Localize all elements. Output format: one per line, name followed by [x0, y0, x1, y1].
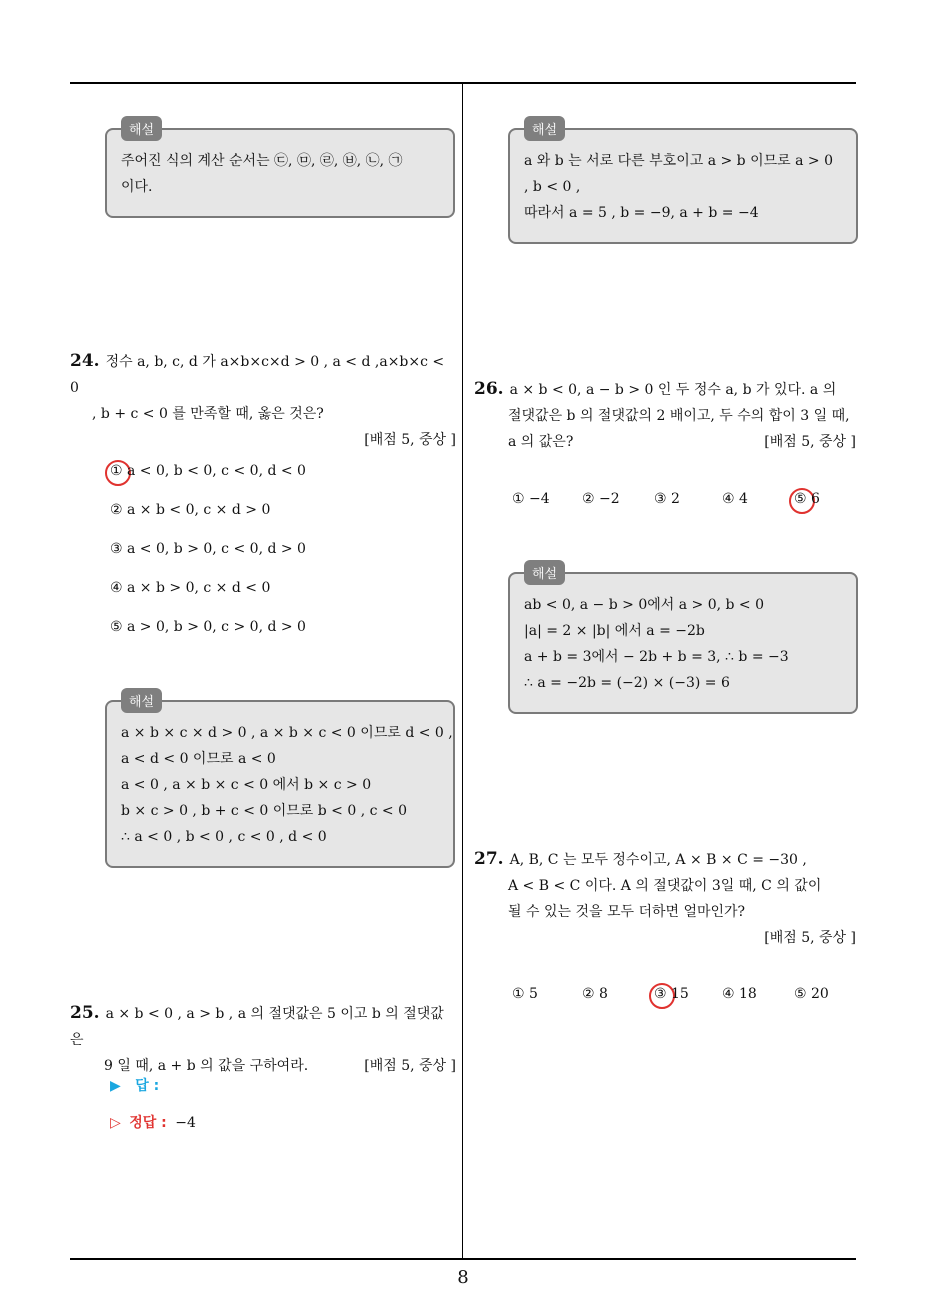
correct-label: 정답 :	[129, 1115, 167, 1131]
answer-arrow-icon: ▶	[110, 1078, 121, 1094]
page-number: 8	[457, 1267, 469, 1288]
choice-3[interactable]: ③ 15	[654, 986, 689, 1002]
score-label: [배점 5, 중상 ]	[764, 434, 856, 450]
question-text: 절댓값은 b 의 절댓값의 2 배이고, 두 수의 합이 3 일 때,	[508, 408, 850, 424]
explanation-line: ab < 0, a − b > 0에서 a > 0, b < 0	[524, 597, 765, 613]
explanation-tab: 해설	[524, 560, 565, 585]
explanation-box	[508, 567, 858, 714]
center-divider	[462, 82, 463, 1260]
explanation-box	[105, 695, 455, 868]
explanation-line: a < d < 0 이므로 a < 0	[121, 751, 276, 767]
choice-1[interactable]: ① −4	[512, 491, 550, 507]
explanation-box	[508, 123, 858, 244]
explanation-line: a × b × c × d > 0 , a × b × c < 0 이므로 d < 0 ,	[121, 725, 453, 741]
question-text: A < B < C 이다. A 의 절댓값이 3일 때, C 의 값이	[508, 878, 822, 894]
explanation-box	[105, 123, 455, 218]
choice-4[interactable]: ④ 18	[722, 986, 757, 1002]
question-text: a 의 값은?	[508, 434, 574, 450]
explanation-line: 이다.	[121, 179, 153, 195]
question-26	[474, 376, 856, 455]
explanation-line: ∴ a < 0 , b < 0 , c < 0 , d < 0	[121, 829, 327, 845]
explanation-line: a + b = 3에서 − 2b + b = 3, ∴ b = −3	[524, 649, 789, 665]
question-text: , b + c < 0 를 만족할 때, 옳은 것은?	[92, 406, 324, 422]
choice-2[interactable]: ② 8	[582, 986, 608, 1002]
correct-value: −4	[175, 1115, 196, 1131]
question-number: 26.	[474, 379, 504, 399]
question-27	[474, 846, 856, 951]
correct-arrow-icon: ▷	[110, 1115, 121, 1131]
question-number: 27.	[474, 849, 504, 869]
question-text: a × b < 0 , a > b , a 의 절댓값은 5 이고 b 의 절댓값은	[70, 1006, 444, 1048]
question-24	[70, 348, 456, 453]
explanation-line: a < 0 , a × b × c < 0 에서 b × c > 0	[121, 777, 372, 793]
explanation-tab: 해설	[524, 116, 565, 141]
choice-4[interactable]: ④ a × b > 0, c × d < 0	[110, 580, 271, 596]
question-25	[70, 1000, 456, 1079]
explanation-line: 주어진 식의 계산 순서는 ㉢, ㉤, ㉣, ㉥, ㉡, ㉠	[121, 153, 403, 169]
question-number: 24.	[70, 351, 100, 371]
question-text: 정수 a, b, c, d 가 a×b×c×d > 0 , a < d ,a×b×c < 0	[70, 354, 445, 396]
choice-5[interactable]: ⑤ 20	[794, 986, 829, 1002]
explanation-line: 따라서 a = 5 , b = −9, a + b = −4	[524, 205, 759, 221]
answer-row	[110, 1075, 159, 1095]
score-label: [배점 5, 중상 ]	[364, 1058, 456, 1074]
choice-4[interactable]: ④ 4	[722, 491, 748, 507]
correct-answer-row	[110, 1112, 196, 1132]
question-text: a × b < 0, a − b > 0 인 두 정수 a, b 가 있다. a 의	[509, 382, 837, 398]
explanation-line: b × c > 0 , b + c < 0 이므로 b < 0 , c < 0	[121, 803, 407, 819]
explanation-line: ∴ a = −2b = (−2) × (−3) = 6	[524, 675, 730, 691]
choice-3[interactable]: ③ 2	[654, 491, 680, 507]
explanation-tab: 해설	[121, 688, 162, 713]
question-text: 될 수 있는 것을 모두 더하면 얼마인가?	[508, 904, 746, 920]
explanation-line: |a| = 2 × |b| 에서 a = −2b	[524, 623, 705, 639]
bottom-rule	[70, 1258, 856, 1260]
explanation-tab: 해설	[121, 116, 162, 141]
choice-3[interactable]: ③ a < 0, b > 0, c < 0, d > 0	[110, 541, 306, 557]
choice-2[interactable]: ② a × b < 0, c × d > 0	[110, 502, 271, 518]
choice-5[interactable]: ⑤ a > 0, b > 0, c > 0, d > 0	[110, 619, 306, 635]
choice-2[interactable]: ② −2	[582, 491, 620, 507]
choice-1[interactable]: ① 5	[512, 986, 538, 1002]
choice-1[interactable]: ① a < 0, b < 0, c < 0, d < 0	[110, 463, 306, 479]
score-label: [배점 5, 중상 ]	[764, 930, 856, 946]
question-text: A, B, C 는 모두 정수이고, A × B × C = −30 ,	[509, 852, 807, 868]
explanation-line: , b < 0 ,	[524, 179, 581, 195]
choice-5[interactable]: ⑤ 6	[794, 491, 820, 507]
top-rule	[70, 82, 856, 84]
question-number: 25.	[70, 1003, 100, 1023]
explanation-line: a 와 b 는 서로 다른 부호이고 a > b 이므로 a > 0	[524, 153, 833, 169]
question-text: 9 일 때, a + b 의 값을 구하여라.	[104, 1058, 309, 1074]
answer-label: 답 :	[135, 1078, 160, 1094]
score-label: [배점 5, 중상 ]	[364, 432, 456, 448]
